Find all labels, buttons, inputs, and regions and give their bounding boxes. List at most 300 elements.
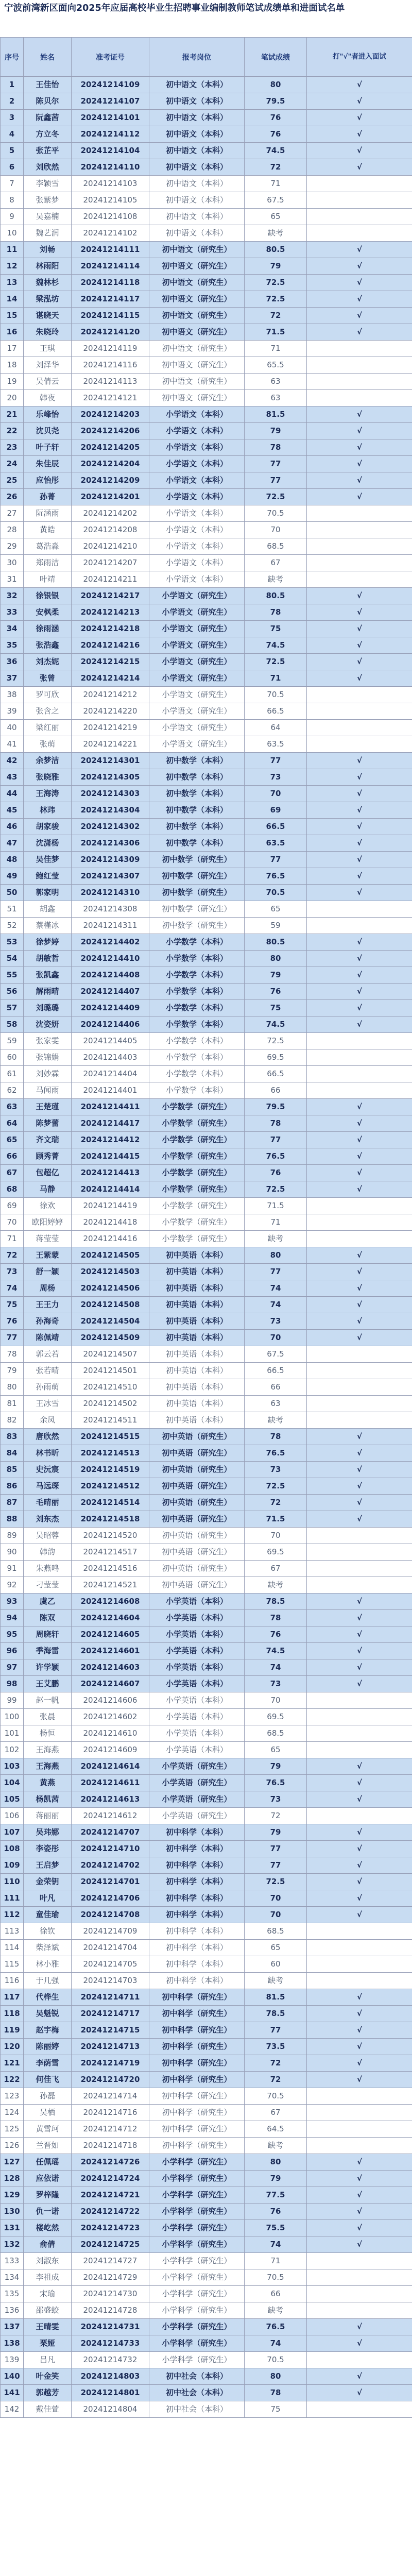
table-row: [1, 2286, 412, 2302]
table-row: [1, 456, 412, 472]
cell-mark: √: [307, 604, 412, 621]
cell-mark: [307, 374, 412, 390]
cell-mark: √: [307, 126, 412, 143]
cell-mark: √: [307, 885, 412, 901]
cell-position: 小学数学（研究生）: [149, 1198, 245, 1214]
cell-score: 70.5: [245, 505, 307, 522]
cell-name: 梁红丽: [24, 720, 72, 736]
cell-score: 74.5: [245, 1016, 307, 1033]
cell-position: 小学数学（研究生）: [149, 1148, 245, 1165]
table-header-row: [1, 38, 412, 77]
cell-position: 初中英语（研究生）: [149, 1495, 245, 1511]
cell-position: 小学语文（本科）: [149, 472, 245, 489]
cell-score: 75.5: [245, 2220, 307, 2236]
cell-name: 叶金笑: [24, 2368, 72, 2385]
table-row: [1, 885, 412, 901]
cell-name: 陈佩靖: [24, 1330, 72, 1346]
cell-position: 小学数学（研究生）: [149, 1165, 245, 1181]
cell-mark: √: [307, 439, 412, 456]
cell-mark: [307, 2105, 412, 2121]
cell-name: 包超亿: [24, 1165, 72, 1181]
cell-position: 初中科学（研究生）: [149, 2088, 245, 2105]
cell-ticket: 20241214604: [72, 1610, 149, 1626]
cell-score: 63: [245, 374, 307, 390]
cell-score: 63.5: [245, 736, 307, 753]
table-row: [1, 2072, 412, 2088]
cell-name: 刘杰妮: [24, 654, 72, 670]
cell-name: 王海涛: [24, 786, 72, 802]
table-row: [1, 2319, 412, 2335]
cell-ticket: 20241214405: [72, 1033, 149, 1049]
cell-mark: √: [307, 242, 412, 258]
cell-score: 77: [245, 1264, 307, 1280]
cell-score: 67: [245, 2105, 307, 2121]
cell-score: 73: [245, 1676, 307, 1692]
cell-name: 应怡彤: [24, 472, 72, 489]
cell-name: 陈丽婷: [24, 2039, 72, 2055]
cell-score: 缺考: [245, 2138, 307, 2154]
table-row: [1, 1033, 412, 1049]
table-row: [1, 901, 412, 918]
cell-ticket: 20241214408: [72, 967, 149, 984]
cell-ticket: 20241214731: [72, 2319, 149, 2335]
cell-name: 柴泽斌: [24, 1940, 72, 1956]
cell-position: 小学语文（本科）: [149, 571, 245, 588]
cell-mark: [307, 538, 412, 555]
cell-position: 初中语文（研究生）: [149, 357, 245, 374]
cell-score: 79: [245, 258, 307, 275]
cell-seq: 69: [1, 1198, 24, 1214]
cell-name: 毛晴丽: [24, 1495, 72, 1511]
cell-score: 71: [245, 176, 307, 192]
cell-name: 蒋莹莹: [24, 1231, 72, 1247]
cell-mark: √: [307, 472, 412, 489]
table-row: [1, 1725, 412, 1742]
cell-ticket: 20241214221: [72, 736, 149, 753]
cell-seq: 124: [1, 2105, 24, 2121]
cell-score: 78: [245, 1429, 307, 1445]
cell-position: 小学科学（研究生）: [149, 2253, 245, 2269]
cell-score: 63.5: [245, 835, 307, 852]
header-ticket: 准考证号: [72, 38, 149, 77]
table-row: [1, 77, 412, 93]
cell-score: 77.5: [245, 2187, 307, 2204]
table-row: [1, 1692, 412, 1709]
cell-mark: √: [307, 1313, 412, 1330]
cell-ticket: 20241214306: [72, 835, 149, 852]
cell-score: 67: [245, 555, 307, 571]
cell-name: 周晓轩: [24, 1626, 72, 1643]
cell-name: 沈潇杨: [24, 835, 72, 852]
cell-mark: √: [307, 967, 412, 984]
cell-ticket: 20241214111: [72, 242, 149, 258]
cell-position: 小学科学（研究生）: [149, 2286, 245, 2302]
cell-position: 初中数学（研究生）: [149, 901, 245, 918]
cell-ticket: 20241214213: [72, 604, 149, 621]
cell-mark: √: [307, 1758, 412, 1775]
cell-mark: √: [307, 456, 412, 472]
cell-seq: 25: [1, 472, 24, 489]
table-row: [1, 654, 412, 670]
cell-ticket: 20241214406: [72, 1016, 149, 1033]
cell-name: 刘淑东: [24, 2253, 72, 2269]
table-row: [1, 1115, 412, 1132]
table-row: [1, 242, 412, 258]
table-row: [1, 621, 412, 637]
cell-ticket: 20241214713: [72, 2039, 149, 2055]
cell-position: 初中语文（研究生）: [149, 324, 245, 341]
cell-score: 70.5: [245, 2352, 307, 2368]
cell-mark: [307, 1231, 412, 1247]
table-row: [1, 439, 412, 456]
cell-score: 76.5: [245, 1445, 307, 1462]
cell-ticket: 20241214218: [72, 621, 149, 637]
cell-mark: √: [307, 1478, 412, 1495]
table-row: [1, 522, 412, 538]
cell-seq: 65: [1, 1132, 24, 1148]
cell-seq: 95: [1, 1626, 24, 1643]
cell-score: 71: [245, 1214, 307, 1231]
cell-ticket: 20241214711: [72, 1989, 149, 2006]
cell-name: 史沅宸: [24, 1462, 72, 1478]
cell-seq: 27: [1, 505, 24, 522]
cell-seq: 42: [1, 753, 24, 769]
cell-ticket: 20241214718: [72, 2138, 149, 2154]
cell-score: 78: [245, 604, 307, 621]
cell-seq: 115: [1, 1956, 24, 1973]
table-row: [1, 951, 412, 967]
cell-mark: [307, 505, 412, 522]
cell-mark: [307, 2253, 412, 2269]
cell-score: 70.5: [245, 2088, 307, 2105]
cell-score: 缺考: [245, 571, 307, 588]
cell-score: 79.5: [245, 1099, 307, 1115]
cell-seq: 109: [1, 1857, 24, 1874]
cell-ticket: 20241214203: [72, 406, 149, 423]
cell-ticket: 20241214105: [72, 192, 149, 209]
cell-mark: [307, 1346, 412, 1363]
cell-position: 初中英语（本科）: [149, 1280, 245, 1297]
cell-position: 小学数学（本科）: [149, 984, 245, 1000]
cell-seq: 87: [1, 1495, 24, 1511]
cell-position: 初中科学（研究生）: [149, 2121, 245, 2138]
cell-mark: [307, 1923, 412, 1940]
cell-ticket: 20241214722: [72, 2204, 149, 2220]
table-row: [1, 2006, 412, 2022]
table-row: [1, 423, 412, 439]
cell-ticket: 20241214613: [72, 1791, 149, 1808]
cell-seq: 50: [1, 885, 24, 901]
table-row: [1, 1247, 412, 1264]
cell-seq: 80: [1, 1379, 24, 1396]
table-row: [1, 1511, 412, 1528]
cell-mark: √: [307, 275, 412, 291]
cell-score: 70: [245, 786, 307, 802]
cell-score: 72.5: [245, 275, 307, 291]
cell-seq: 93: [1, 1594, 24, 1610]
cell-ticket: 20241214605: [72, 1626, 149, 1643]
cell-seq: 82: [1, 1412, 24, 1429]
cell-name: 谌晓天: [24, 308, 72, 324]
cell-seq: 89: [1, 1528, 24, 1544]
header-score: 笔试成绩: [245, 38, 307, 77]
cell-score: 69.5: [245, 1709, 307, 1725]
cell-seq: 96: [1, 1643, 24, 1659]
cell-name: 张芷平: [24, 143, 72, 159]
cell-ticket: 20241214304: [72, 802, 149, 819]
cell-seq: 111: [1, 1890, 24, 1907]
cell-ticket: 20241214117: [72, 291, 149, 308]
table-row: [1, 2220, 412, 2236]
header-name: 姓名: [24, 38, 72, 77]
cell-ticket: 20241214704: [72, 1940, 149, 1956]
cell-score: 缺考: [245, 2302, 307, 2319]
cell-score: 74: [245, 1297, 307, 1313]
cell-mark: √: [307, 2385, 412, 2401]
cell-ticket: 20241214710: [72, 1841, 149, 1857]
cell-mark: [307, 209, 412, 225]
cell-score: 77: [245, 456, 307, 472]
cell-ticket: 20241214417: [72, 1115, 149, 1132]
cell-seq: 103: [1, 1758, 24, 1775]
cell-score: 77: [245, 852, 307, 868]
cell-ticket: 20241214115: [72, 308, 149, 324]
cell-position: 小学英语（本科）: [149, 1709, 245, 1725]
cell-name: 陈梦蕾: [24, 1115, 72, 1132]
cell-name: 刘璐璐: [24, 1000, 72, 1016]
cell-name: 林玮: [24, 802, 72, 819]
cell-seq: 12: [1, 258, 24, 275]
table-row: [1, 1313, 412, 1330]
cell-position: 初中科学（本科）: [149, 1907, 245, 1923]
cell-ticket: 20241214606: [72, 1692, 149, 1709]
cell-name: 宋瑜: [24, 2286, 72, 2302]
cell-name: 张紫梦: [24, 192, 72, 209]
table-row: [1, 1923, 412, 1940]
cell-seq: 64: [1, 1115, 24, 1132]
table-row: [1, 1495, 412, 1511]
cell-mark: √: [307, 2039, 412, 2055]
cell-position: 小学英语（研究生）: [149, 1791, 245, 1808]
cell-name: 杨凯茜: [24, 1791, 72, 1808]
cell-ticket: 20241214413: [72, 1165, 149, 1181]
cell-position: 初中科学（研究生）: [149, 2105, 245, 2121]
cell-score: 71: [245, 2253, 307, 2269]
cell-seq: 30: [1, 555, 24, 571]
cell-name: 栗娅: [24, 2335, 72, 2352]
cell-name: 王佳怡: [24, 77, 72, 93]
cell-score: 72: [245, 308, 307, 324]
cell-score: 78: [245, 439, 307, 456]
cell-position: 小学语文（研究生）: [149, 720, 245, 736]
cell-score: 缺考: [245, 225, 307, 242]
cell-seq: 128: [1, 2171, 24, 2187]
table-row: [1, 110, 412, 126]
cell-position: 小学数学（本科）: [149, 934, 245, 951]
cell-position: 初中英语（本科）: [149, 1379, 245, 1396]
cell-position: 初中数学（本科）: [149, 753, 245, 769]
cell-score: 77: [245, 1132, 307, 1148]
table-row: [1, 1000, 412, 1016]
cell-mark: [307, 1940, 412, 1956]
cell-position: 小学语文（研究生）: [149, 670, 245, 687]
table-row: [1, 406, 412, 423]
table-row: [1, 1429, 412, 1445]
cell-score: 77: [245, 1841, 307, 1857]
cell-mark: [307, 687, 412, 703]
cell-ticket: 20241214708: [72, 1907, 149, 1923]
cell-name: 唐欣然: [24, 1429, 72, 1445]
cell-position: 小学语文（研究生）: [149, 703, 245, 720]
cell-score: 73.5: [245, 2039, 307, 2055]
cell-ticket: 20241214109: [72, 77, 149, 93]
cell-position: 初中英语（研究生）: [149, 1561, 245, 1577]
cell-mark: √: [307, 1429, 412, 1445]
cell-score: 72: [245, 2055, 307, 2072]
cell-name: 张锦娟: [24, 1049, 72, 1066]
cell-seq: 141: [1, 2385, 24, 2401]
cell-name: 张若晴: [24, 1363, 72, 1379]
cell-name: 沈贝尧: [24, 423, 72, 439]
table-row: [1, 786, 412, 802]
cell-ticket: 20241214206: [72, 423, 149, 439]
table-row: [1, 2105, 412, 2121]
cell-score: 80.5: [245, 242, 307, 258]
cell-mark: √: [307, 423, 412, 439]
cell-ticket: 20241214416: [72, 1231, 149, 1247]
cell-position: 初中科学（研究生）: [149, 2039, 245, 2055]
cell-seq: 120: [1, 2039, 24, 2055]
cell-seq: 10: [1, 225, 24, 242]
cell-ticket: 20241214706: [72, 1890, 149, 1907]
cell-name: 阮涵雨: [24, 505, 72, 522]
cell-ticket: 20241214723: [72, 2220, 149, 2236]
table-row: [1, 1132, 412, 1148]
cell-score: 66.5: [245, 1363, 307, 1379]
cell-position: 小学数学（本科）: [149, 1049, 245, 1066]
cell-position: 初中科学（本科）: [149, 1874, 245, 1890]
table-row: [1, 324, 412, 341]
table-row: [1, 374, 412, 390]
cell-score: 68.5: [245, 538, 307, 555]
cell-mark: [307, 1742, 412, 1758]
cell-name: 顾秀菁: [24, 1148, 72, 1165]
table-row: [1, 967, 412, 984]
cell-name: 张家雯: [24, 1033, 72, 1049]
table-row: [1, 2121, 412, 2138]
cell-score: 80: [245, 77, 307, 93]
cell-ticket: 20241214307: [72, 868, 149, 885]
cell-name: 杨恒: [24, 1725, 72, 1742]
table-row: [1, 1857, 412, 1874]
cell-seq: 81: [1, 1396, 24, 1412]
cell-position: 小学语文（本科）: [149, 538, 245, 555]
cell-score: 71.5: [245, 1511, 307, 1528]
cell-mark: √: [307, 258, 412, 275]
cell-mark: √: [307, 159, 412, 176]
cell-seq: 84: [1, 1445, 24, 1462]
cell-score: 70: [245, 522, 307, 538]
table-row: [1, 341, 412, 357]
cell-ticket: 20241214214: [72, 670, 149, 687]
cell-position: 小学语文（研究生）: [149, 654, 245, 670]
table-row: [1, 1890, 412, 1907]
cell-seq: 117: [1, 1989, 24, 2006]
cell-position: 初中科学（本科）: [149, 1923, 245, 1940]
cell-mark: √: [307, 1890, 412, 1907]
cell-name: 刁莹莹: [24, 1577, 72, 1594]
cell-score: 72: [245, 1495, 307, 1511]
cell-seq: 18: [1, 357, 24, 374]
cell-seq: 118: [1, 2006, 24, 2022]
table-row: [1, 852, 412, 868]
cell-seq: 59: [1, 1033, 24, 1049]
cell-mark: √: [307, 2171, 412, 2187]
cell-seq: 101: [1, 1725, 24, 1742]
cell-mark: [307, 1379, 412, 1396]
cell-seq: 94: [1, 1610, 24, 1626]
cell-score: 缺考: [245, 1412, 307, 1429]
table-row: [1, 1594, 412, 1610]
cell-mark: √: [307, 2319, 412, 2335]
table-row: [1, 1099, 412, 1115]
cell-ticket: 20241214120: [72, 324, 149, 341]
cell-score: 73: [245, 1791, 307, 1808]
cell-name: 张萌: [24, 736, 72, 753]
cell-name: 王冰雪: [24, 1396, 72, 1412]
table-row: [1, 736, 412, 753]
cell-seq: 110: [1, 1874, 24, 1890]
cell-name: 郑雨洁: [24, 555, 72, 571]
table-row: [1, 1198, 412, 1214]
cell-ticket: 20241214614: [72, 1758, 149, 1775]
cell-score: 74.5: [245, 1643, 307, 1659]
cell-ticket: 20241214501: [72, 1363, 149, 1379]
cell-mark: √: [307, 1791, 412, 1808]
cell-score: 72.5: [245, 1874, 307, 1890]
cell-seq: 106: [1, 1808, 24, 1824]
cell-mark: √: [307, 2204, 412, 2220]
cell-ticket: 20241214401: [72, 1082, 149, 1099]
cell-ticket: 20241214513: [72, 1445, 149, 1462]
cell-seq: 72: [1, 1247, 24, 1264]
cell-name: 赵宇梅: [24, 2022, 72, 2039]
table-row: [1, 1659, 412, 1676]
cell-position: 小学数学（研究生）: [149, 1214, 245, 1231]
table-row: [1, 2022, 412, 2039]
cell-position: 初中英语（研究生）: [149, 1577, 245, 1594]
cell-mark: √: [307, 1016, 412, 1033]
cell-name: 于几强: [24, 1973, 72, 1989]
table-row: [1, 176, 412, 192]
cell-score: 76.5: [245, 1775, 307, 1791]
table-row: [1, 1643, 412, 1659]
table-row: [1, 225, 412, 242]
cell-score: 70.5: [245, 885, 307, 901]
cell-seq: 56: [1, 984, 24, 1000]
cell-mark: √: [307, 1626, 412, 1643]
cell-name: 王紫蒙: [24, 1247, 72, 1264]
cell-score: 80: [245, 2154, 307, 2171]
table-row: [1, 1973, 412, 1989]
cell-score: 69: [245, 802, 307, 819]
table-row: [1, 1577, 412, 1594]
cell-ticket: 20241214504: [72, 1313, 149, 1330]
cell-mark: [307, 2269, 412, 2286]
cell-position: 初中语文（本科）: [149, 159, 245, 176]
cell-name: 何佳飞: [24, 2072, 72, 2088]
cell-position: 小学科学（研究生）: [149, 2204, 245, 2220]
